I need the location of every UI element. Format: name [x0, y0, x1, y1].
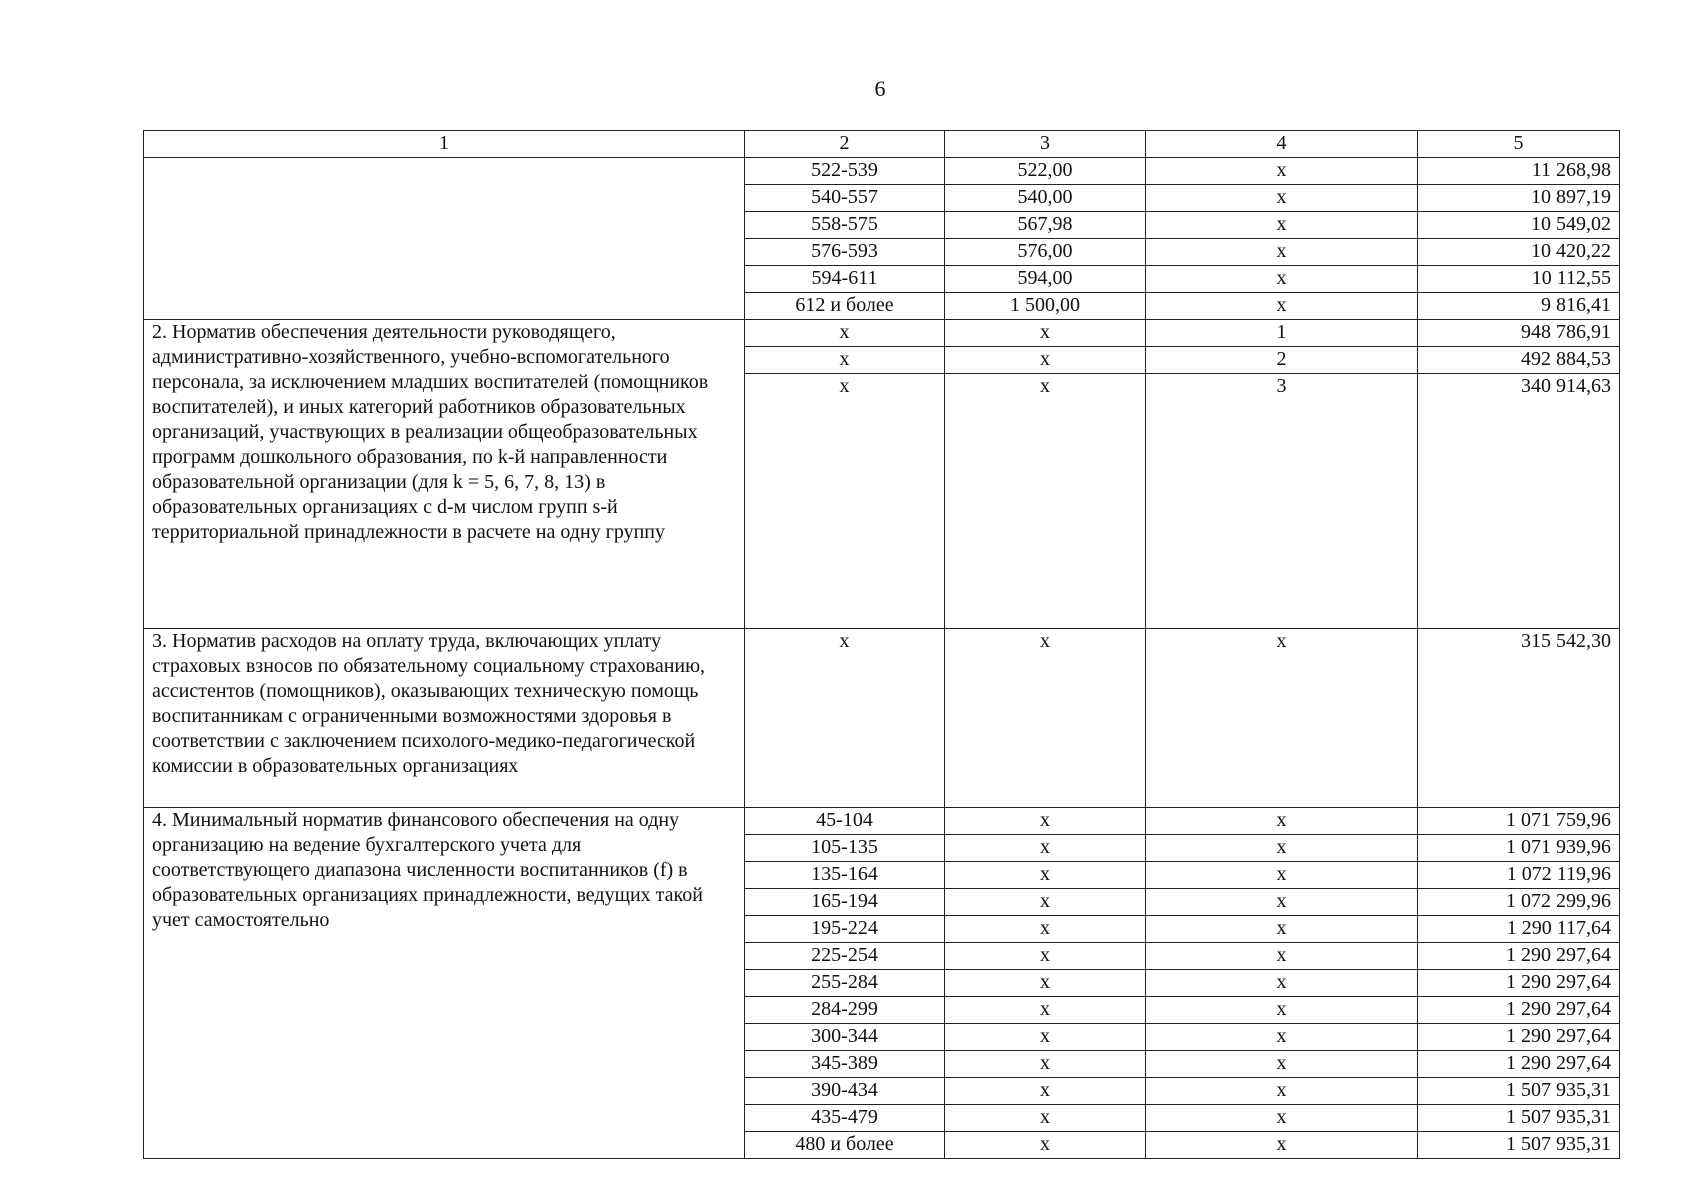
table-cell: 195-224	[745, 916, 945, 943]
table-cell: 1 290 297,64	[1418, 997, 1620, 1024]
table-cell: 284-299	[745, 997, 945, 1024]
table-cell: 345-389	[745, 1051, 945, 1078]
column-header: 5	[1418, 131, 1620, 158]
table-cell: х	[945, 862, 1146, 889]
table-cell: 10 549,02	[1418, 212, 1620, 239]
table-cell: 135-164	[745, 862, 945, 889]
table-cell: х	[1146, 862, 1418, 889]
table-cell: х	[945, 347, 1146, 374]
table-cell: х	[1146, 1051, 1418, 1078]
table-cell: х	[745, 320, 945, 347]
table-row	[144, 320, 1620, 347]
page-number: 6	[874, 76, 886, 101]
table-cell: 225-254	[745, 943, 945, 970]
table-cell: 948 786,91	[1418, 320, 1620, 347]
table-cell: х	[945, 997, 1146, 1024]
table-cell: х	[1146, 266, 1418, 293]
table-cell: х	[1146, 293, 1418, 320]
table-cell: 1 072 299,96	[1418, 889, 1620, 916]
table-cell: х	[1146, 1024, 1418, 1051]
table-cell: 612 и более	[745, 293, 945, 320]
table-cell: 567,98	[945, 212, 1146, 239]
table-header-row	[144, 131, 1620, 158]
table-cell: х	[1146, 1132, 1418, 1159]
table-cell: х	[945, 1024, 1146, 1051]
table-cell: 10 897,19	[1418, 185, 1620, 212]
column-header: 1	[144, 131, 745, 158]
table-cell: 1 290 297,64	[1418, 1024, 1620, 1051]
table-cell: х	[1146, 943, 1418, 970]
column-header: 2	[745, 131, 945, 158]
table-cell: 1 290 117,64	[1418, 916, 1620, 943]
table-cell: 105-135	[745, 835, 945, 862]
table-cell: х	[745, 629, 945, 808]
table-cell: 540-557	[745, 185, 945, 212]
table-cell: 522,00	[945, 158, 1146, 185]
table-cell: 255-284	[745, 970, 945, 997]
table-cell: 1 072 119,96	[1418, 862, 1620, 889]
table-cell: 11 268,98	[1418, 158, 1620, 185]
table-cell: 1 507 935,31	[1418, 1132, 1620, 1159]
table-cell: х	[945, 374, 1146, 629]
table-cell: 300-344	[745, 1024, 945, 1051]
table-cell: х	[1146, 1105, 1418, 1132]
table-cell: х	[1146, 970, 1418, 997]
table-cell: 435-479	[745, 1105, 945, 1132]
table-cell: 10 112,55	[1418, 266, 1620, 293]
table-cell: х	[1146, 158, 1418, 185]
section1-description-cell	[144, 158, 745, 320]
table-cell: 576-593	[745, 239, 945, 266]
table-cell: х	[945, 1078, 1146, 1105]
section3-description: 3. Норматив расходов на оплату труда, включающих уплату страховых взносов по обязательному социальному страхованию, ассистентов (помощников), оказывающих техническую помощь воспитанникам с ограниченными возможностями здоровья в соответствии с заключением психолого-медико-педагогической комиссии в образовательных организациях	[144, 629, 745, 808]
table-cell: 315 542,30	[1418, 629, 1620, 808]
table-cell: 340 914,63	[1418, 374, 1620, 629]
table-cell: х	[1146, 212, 1418, 239]
table-cell: х	[1146, 997, 1418, 1024]
table-row	[144, 808, 1620, 835]
table-cell: 480 и более	[745, 1132, 945, 1159]
table-cell: 1 507 935,31	[1418, 1105, 1620, 1132]
table-cell: 522-539	[745, 158, 945, 185]
table-cell: х	[1146, 889, 1418, 916]
table-cell: х	[945, 889, 1146, 916]
table-row	[144, 158, 1620, 185]
table-cell: х	[945, 916, 1146, 943]
table-cell: х	[1146, 185, 1418, 212]
table-cell: 1 290 297,64	[1418, 943, 1620, 970]
table-cell: 1 500,00	[945, 293, 1146, 320]
table-cell: х	[945, 835, 1146, 862]
table-cell: 1 071 759,96	[1418, 808, 1620, 835]
normative-table	[143, 130, 1620, 1159]
table-cell: 165-194	[745, 889, 945, 916]
table-cell: х	[945, 320, 1146, 347]
table-cell: х	[1146, 808, 1418, 835]
table-cell: 576,00	[945, 239, 1146, 266]
table-cell: х	[945, 1051, 1146, 1078]
table-cell: х	[1146, 629, 1418, 808]
table-cell: 10 420,22	[1418, 239, 1620, 266]
section4-description: 4. Минимальный норматив финансового обеспечения на одну организацию на ведение бухгалтерского учета для соответствующего диапазона численности воспитанников (f) в образовательных организациях принадлежности, ведущих такой учет самостоятельно	[144, 808, 745, 1159]
table-cell: х	[745, 374, 945, 629]
table-cell: 1 290 297,64	[1418, 1051, 1620, 1078]
table-cell: х	[945, 1105, 1146, 1132]
table-cell: х	[1146, 239, 1418, 266]
table-cell: х	[945, 808, 1146, 835]
table-cell: 45-104	[745, 808, 945, 835]
table-cell: 492 884,53	[1418, 347, 1620, 374]
column-header: 4	[1146, 131, 1418, 158]
table-cell: х	[1146, 835, 1418, 862]
table-cell: 540,00	[945, 185, 1146, 212]
table-cell: х	[945, 943, 1146, 970]
table-cell: 3	[1146, 374, 1418, 629]
table-cell: х	[1146, 916, 1418, 943]
table-cell: 594,00	[945, 266, 1146, 293]
table-cell: х	[745, 347, 945, 374]
table-row	[144, 629, 1620, 808]
table-cell: 558-575	[745, 212, 945, 239]
table-cell: х	[945, 1132, 1146, 1159]
table-cell: х	[1146, 1078, 1418, 1105]
section2-description: 2. Норматив обеспечения деятельности руководящего, административно-хозяйственного, учебно-вспомогательного персонала, за исключением младших воспитателей (помощников воспитателей), и иных категорий работников образовательных организаций, участвующих в реализации общеобразовательных программ дошкольного образования, по k-й направленности образовательной организации (для k = 5, 6, 7, 8, 13) в образовательных организациях с d-м числом групп s-й территориальной принадлежности в расчете на одну группу	[144, 320, 745, 629]
table-cell: 1	[1146, 320, 1418, 347]
table-cell: 2	[1146, 347, 1418, 374]
table-cell: х	[945, 629, 1146, 808]
table-cell: 390-434	[745, 1078, 945, 1105]
table-cell: 1 290 297,64	[1418, 970, 1620, 997]
table-cell: 594-611	[745, 266, 945, 293]
table-cell: х	[945, 970, 1146, 997]
table-cell: 1 507 935,31	[1418, 1078, 1620, 1105]
column-header: 3	[945, 131, 1146, 158]
table-cell: 9 816,41	[1418, 293, 1620, 320]
table-cell: 1 071 939,96	[1418, 835, 1620, 862]
